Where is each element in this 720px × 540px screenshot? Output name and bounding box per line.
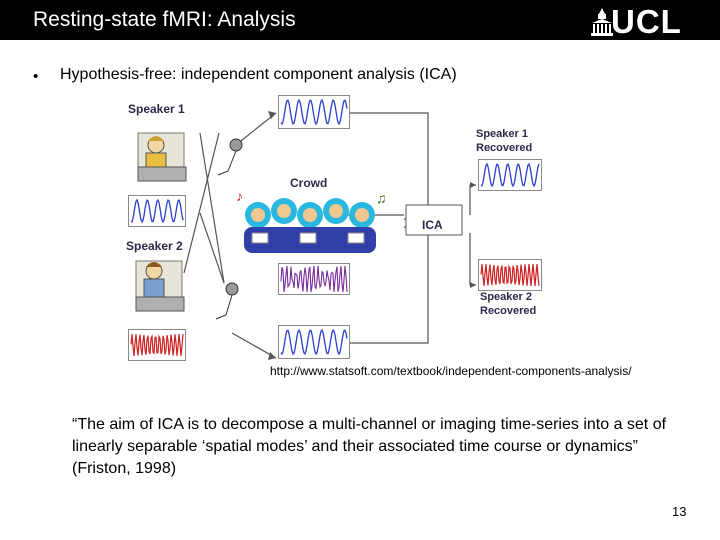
- waveform-crowd: [278, 263, 350, 295]
- bullet-marker: •: [33, 68, 39, 85]
- source-url: http://www.statsoft.com/textbook/independent-components-analysis/: [270, 364, 632, 378]
- speaker1-label: Speaker 1: [128, 102, 185, 116]
- waveform-speaker1-source: [278, 95, 350, 129]
- recovered1-line2: Recovered: [476, 142, 533, 154]
- ica-label: ICA: [422, 218, 443, 232]
- waveform-mixed-left: [128, 195, 186, 227]
- crowd-illustration: [236, 188, 387, 253]
- ucl-logo: [591, 4, 701, 38]
- portico-icon: [591, 8, 613, 38]
- slide-title: Resting-state fMRI: Analysis: [33, 8, 296, 31]
- crowd-label: Crowd: [290, 176, 328, 190]
- speaker2-illustration: [136, 261, 184, 311]
- svg-text:♫: ♫: [376, 190, 387, 206]
- speaker2-label: Speaker 2: [126, 239, 183, 253]
- recovered2-line2: Recovered: [480, 305, 537, 317]
- slide-header: [0, 0, 720, 40]
- microphone-2: [216, 283, 238, 319]
- svg-text:♪: ♪: [236, 188, 243, 204]
- page-number: 13: [672, 504, 687, 519]
- ica-quote: “The aim of ICA is to decompose a multi-channel or imaging time-series into a set of linearly separable ‘spatial modes’ and their associated time course or dynamics” (Friston, 1998): [72, 416, 667, 477]
- waveform-speaker1-recovered: [478, 159, 542, 191]
- recovered2-label: [480, 290, 536, 318]
- recovered1-label: [476, 127, 532, 155]
- recovered1-line1: Speaker 1: [476, 128, 528, 140]
- waveform-speaker2-source: [128, 329, 186, 361]
- ucl-logo-text: UCL: [611, 3, 682, 40]
- ica-figure: [124, 93, 552, 361]
- recovered2-line1: Speaker 2: [480, 291, 532, 303]
- waveform-speaker2-recovered: [478, 259, 542, 291]
- speaker1-illustration: [138, 133, 186, 181]
- waveform-mixed-bottom: [278, 325, 350, 359]
- bullet-text: Hypothesis-free: independent component analysis (ICA): [60, 66, 457, 83]
- microphone-1: [218, 139, 242, 175]
